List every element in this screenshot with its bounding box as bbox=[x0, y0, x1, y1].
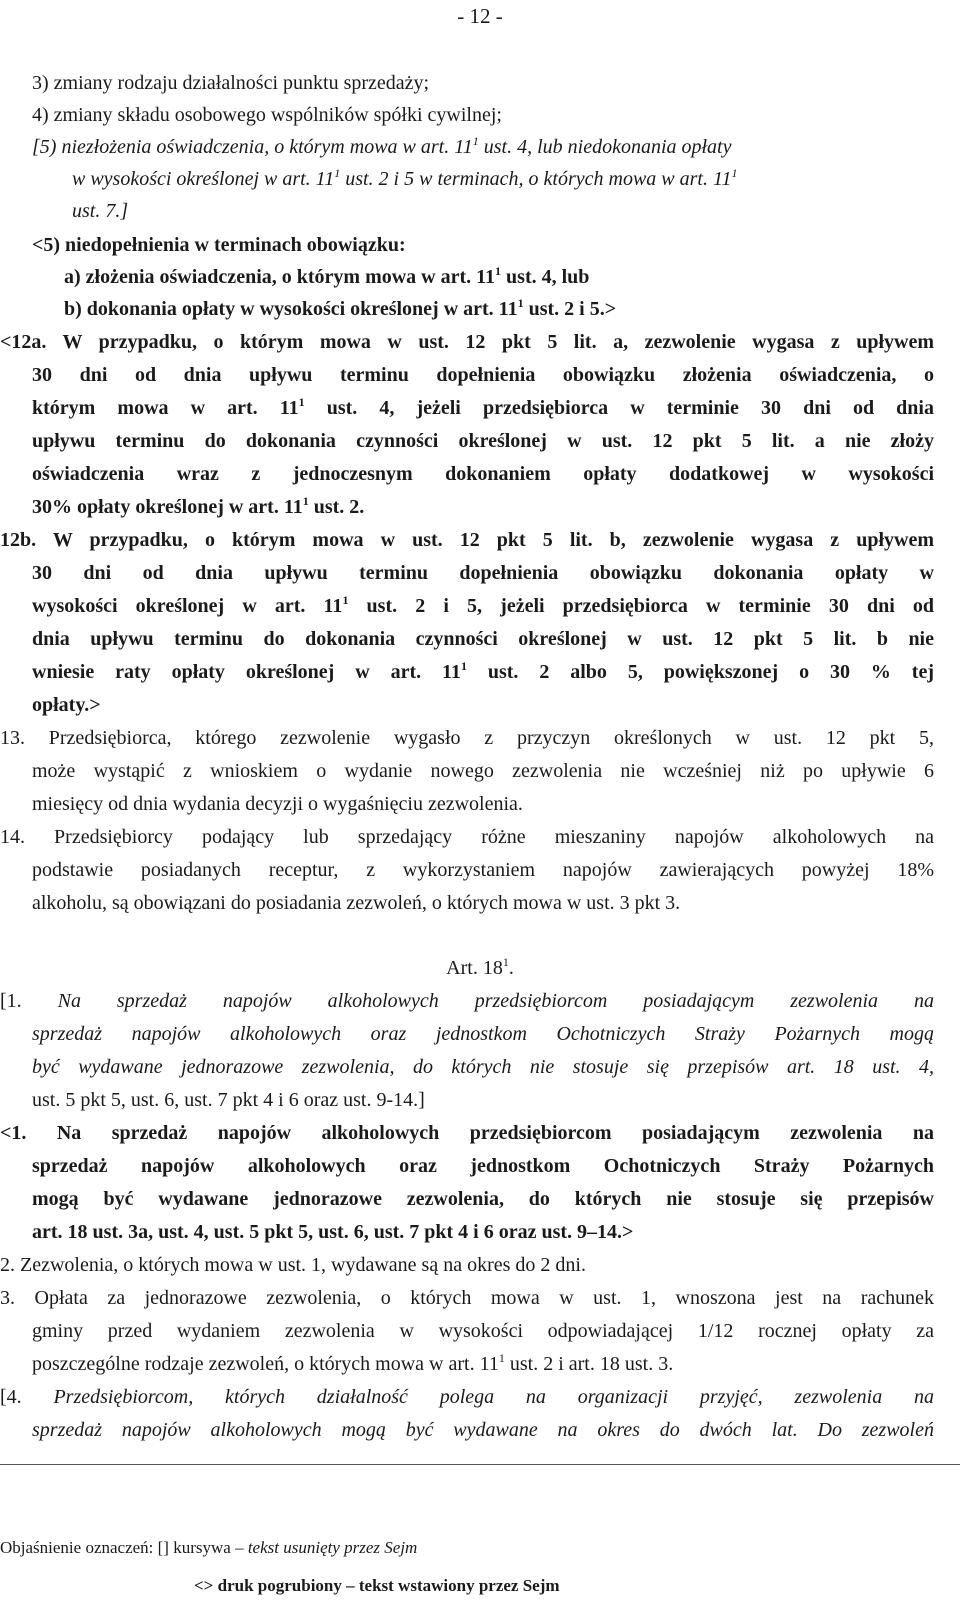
footer-legend-inserted: <> druk pogrubiony – tekst wstawiony przez Sejm bbox=[194, 1576, 560, 1595]
text-line-inserted: art. 18 ust. 3a, ust. 4, ust. 5 pkt 5, ust. 6, ust. 7 pkt 4 i 6 oraz ust. 9–14.> bbox=[32, 1221, 634, 1243]
text-line-inserted: b) dokonania opłaty w wysokości określonej w art. $11^1$ ust. 2 i 5.> bbox=[64, 296, 617, 320]
article-heading: Art. $18^1$. bbox=[446, 955, 514, 979]
text-line-inserted: 30 dni od dnia upływu terminu dopełnienia obowiązku złożenia oświadczenia, o bbox=[32, 364, 934, 386]
text-line-inserted: wysokości określonej w art. $11^1$ ust. 2 i 5, jeżeli przedsiębiorca w terminie 30 dni od bbox=[32, 593, 934, 617]
text-line-inserted: oświadczenia wraz z jednoczesnym dokonaniem opłaty dodatkowej w wysokości bbox=[32, 463, 934, 485]
text-line-inserted: 12b. W przypadku, o którym mowa w ust. 12 pkt 5 lit. b, zezwolenie wygasa z upływem bbox=[0, 529, 934, 551]
text-line: poszczególne rodzaje zezwoleń, o których mowa w art. $11^1$ ust. 2 i art. 18 ust. 3. bbox=[32, 1351, 674, 1375]
text-line: podstawie posiadanych receptur, z wykorzystaniem napojów zawierających powyżej 18% bbox=[32, 859, 934, 881]
text-line: alkoholu, są obowiązani do posiadania zezwoleń, o których mowa w ust. 3 pkt 3. bbox=[32, 892, 681, 914]
text-line-inserted: mogą być wydawane jednorazowe zezwolenia, do których nie stosuje się przepisów bbox=[32, 1188, 934, 1210]
text-line-deleted: sprzedaż napojów alkoholowych oraz jednostkom Ochotniczych Straży Pożarnych mogą bbox=[32, 1023, 934, 1045]
text-line: miesięcy od dnia wydania decyzji o wygaśnięciu zezwolenia. bbox=[32, 793, 523, 815]
text-line-inserted: 30 dni od dnia upływu terminu dopełnienia obowiązku dokonania opłaty w bbox=[32, 562, 934, 584]
text-line-inserted: którym mowa w art. $11^1$ ust. 4, jeżeli przedsiębiorca w terminie 30 dni od dnia bbox=[32, 395, 934, 419]
text-line-deleted: ust. 5 pkt 5, ust. 6, ust. 7 pkt 4 i 6 oraz ust. 9-14.] bbox=[32, 1089, 425, 1111]
text-line-deleted: [4. Przedsiębiorcom, których działalność polega na organizacji przyjęć, zezwolenia na bbox=[0, 1386, 934, 1408]
text-line: 2. Zezwolenia, o których mowa w ust. 1, wydawane są na okres do 2 dni. bbox=[0, 1254, 586, 1276]
text-line: 3. Opłata za jednorazowe zezwolenia, o których mowa w ust. 1, wnoszona jest na rachunek bbox=[0, 1287, 934, 1309]
text-line-inserted: upływu terminu do dokonania czynności określonej w ust. 12 pkt 5 lit. a nie złoży bbox=[32, 430, 934, 452]
footer-legend-deleted: Objaśnienie oznaczeń: [] kursywa – tekst usunięty przez Sejm bbox=[0, 1538, 418, 1557]
text-line-inserted: opłaty.> bbox=[32, 694, 101, 716]
text-line-inserted: 30% opłaty określonej w art. $11^1$ ust. 2. bbox=[32, 494, 365, 518]
text-line-inserted: <5) niedopełnienia w terminach obowiązku: bbox=[32, 234, 406, 256]
text-line: 4) zmiany składu osobowego wspólników spółki cywilnej; bbox=[32, 104, 502, 126]
text-line-deleted: ust. 7.] bbox=[72, 200, 129, 222]
text-line: 14. Przedsiębiorcy podający lub sprzedający różne mieszaniny napojów alkoholowych na bbox=[0, 826, 934, 848]
text-line: 13. Przedsiębiorca, którego zezwolenie wygasło z przyczyn określonych w ust. 12 pkt 5, bbox=[0, 727, 934, 749]
text-line: 3) zmiany rodzaju działalności punktu sprzedaży; bbox=[32, 72, 430, 94]
footer-divider bbox=[0, 1464, 960, 1465]
text-line-inserted: sprzedaż napojów alkoholowych oraz jednostkom Ochotniczych Straży Pożarnych bbox=[32, 1155, 934, 1177]
text-line-inserted: dnia upływu terminu do dokonania czynności określonej w ust. 12 pkt 5 lit. b nie bbox=[32, 628, 934, 650]
text-line-deleted: [1. Na sprzedaż napojów alkoholowych przedsiębiorcom posiadającym zezwolenia na bbox=[0, 990, 934, 1012]
text-line-deleted: być wydawane jednorazowe zezwolenia, do których nie stosuje się przepisów art. 18 ust. 4, bbox=[32, 1056, 934, 1078]
text-line: może wystąpić z wnioskiem o wydanie nowego zezwolenia nie wcześniej niż po upływie 6 bbox=[32, 760, 934, 782]
text-line-inserted: <1. Na sprzedaż napojów alkoholowych przedsiębiorcom posiadającym zezwolenia na bbox=[0, 1122, 934, 1144]
text-line-deleted: [5) niezłożenia oświadczenia, o którym mowa w art. $11^1$ ust. 4, lub niedokonania opłaty bbox=[32, 134, 732, 158]
text-line-deleted: w wysokości określonej w art. $11^1$ ust. 2 i 5 w terminach, o których mowa w art. $11^1$ bbox=[72, 166, 738, 190]
text-line-inserted: <12a. W przypadku, o którym mowa w ust. 12 pkt 5 lit. a, zezwolenie wygasa z upływem bbox=[0, 331, 934, 353]
text-line-inserted: wniesie raty opłaty określonej w art. $11^1$ ust. 2 albo 5, powiększonej o 30 % tej bbox=[32, 659, 934, 683]
text-line-deleted: sprzedaż napojów alkoholowych mogą być wydawane na okres do dwóch lat. Do zezwoleń bbox=[32, 1419, 934, 1441]
text-line-inserted: a) złożenia oświadczenia, o którym mowa w art. $11^1$ ust. 4, lub bbox=[64, 264, 590, 288]
page-number: - 12 - bbox=[457, 4, 503, 28]
text-line: gminy przed wydaniem zezwolenia w wysokości odpowiadającej 1/12 rocznej opłaty za bbox=[32, 1320, 934, 1342]
